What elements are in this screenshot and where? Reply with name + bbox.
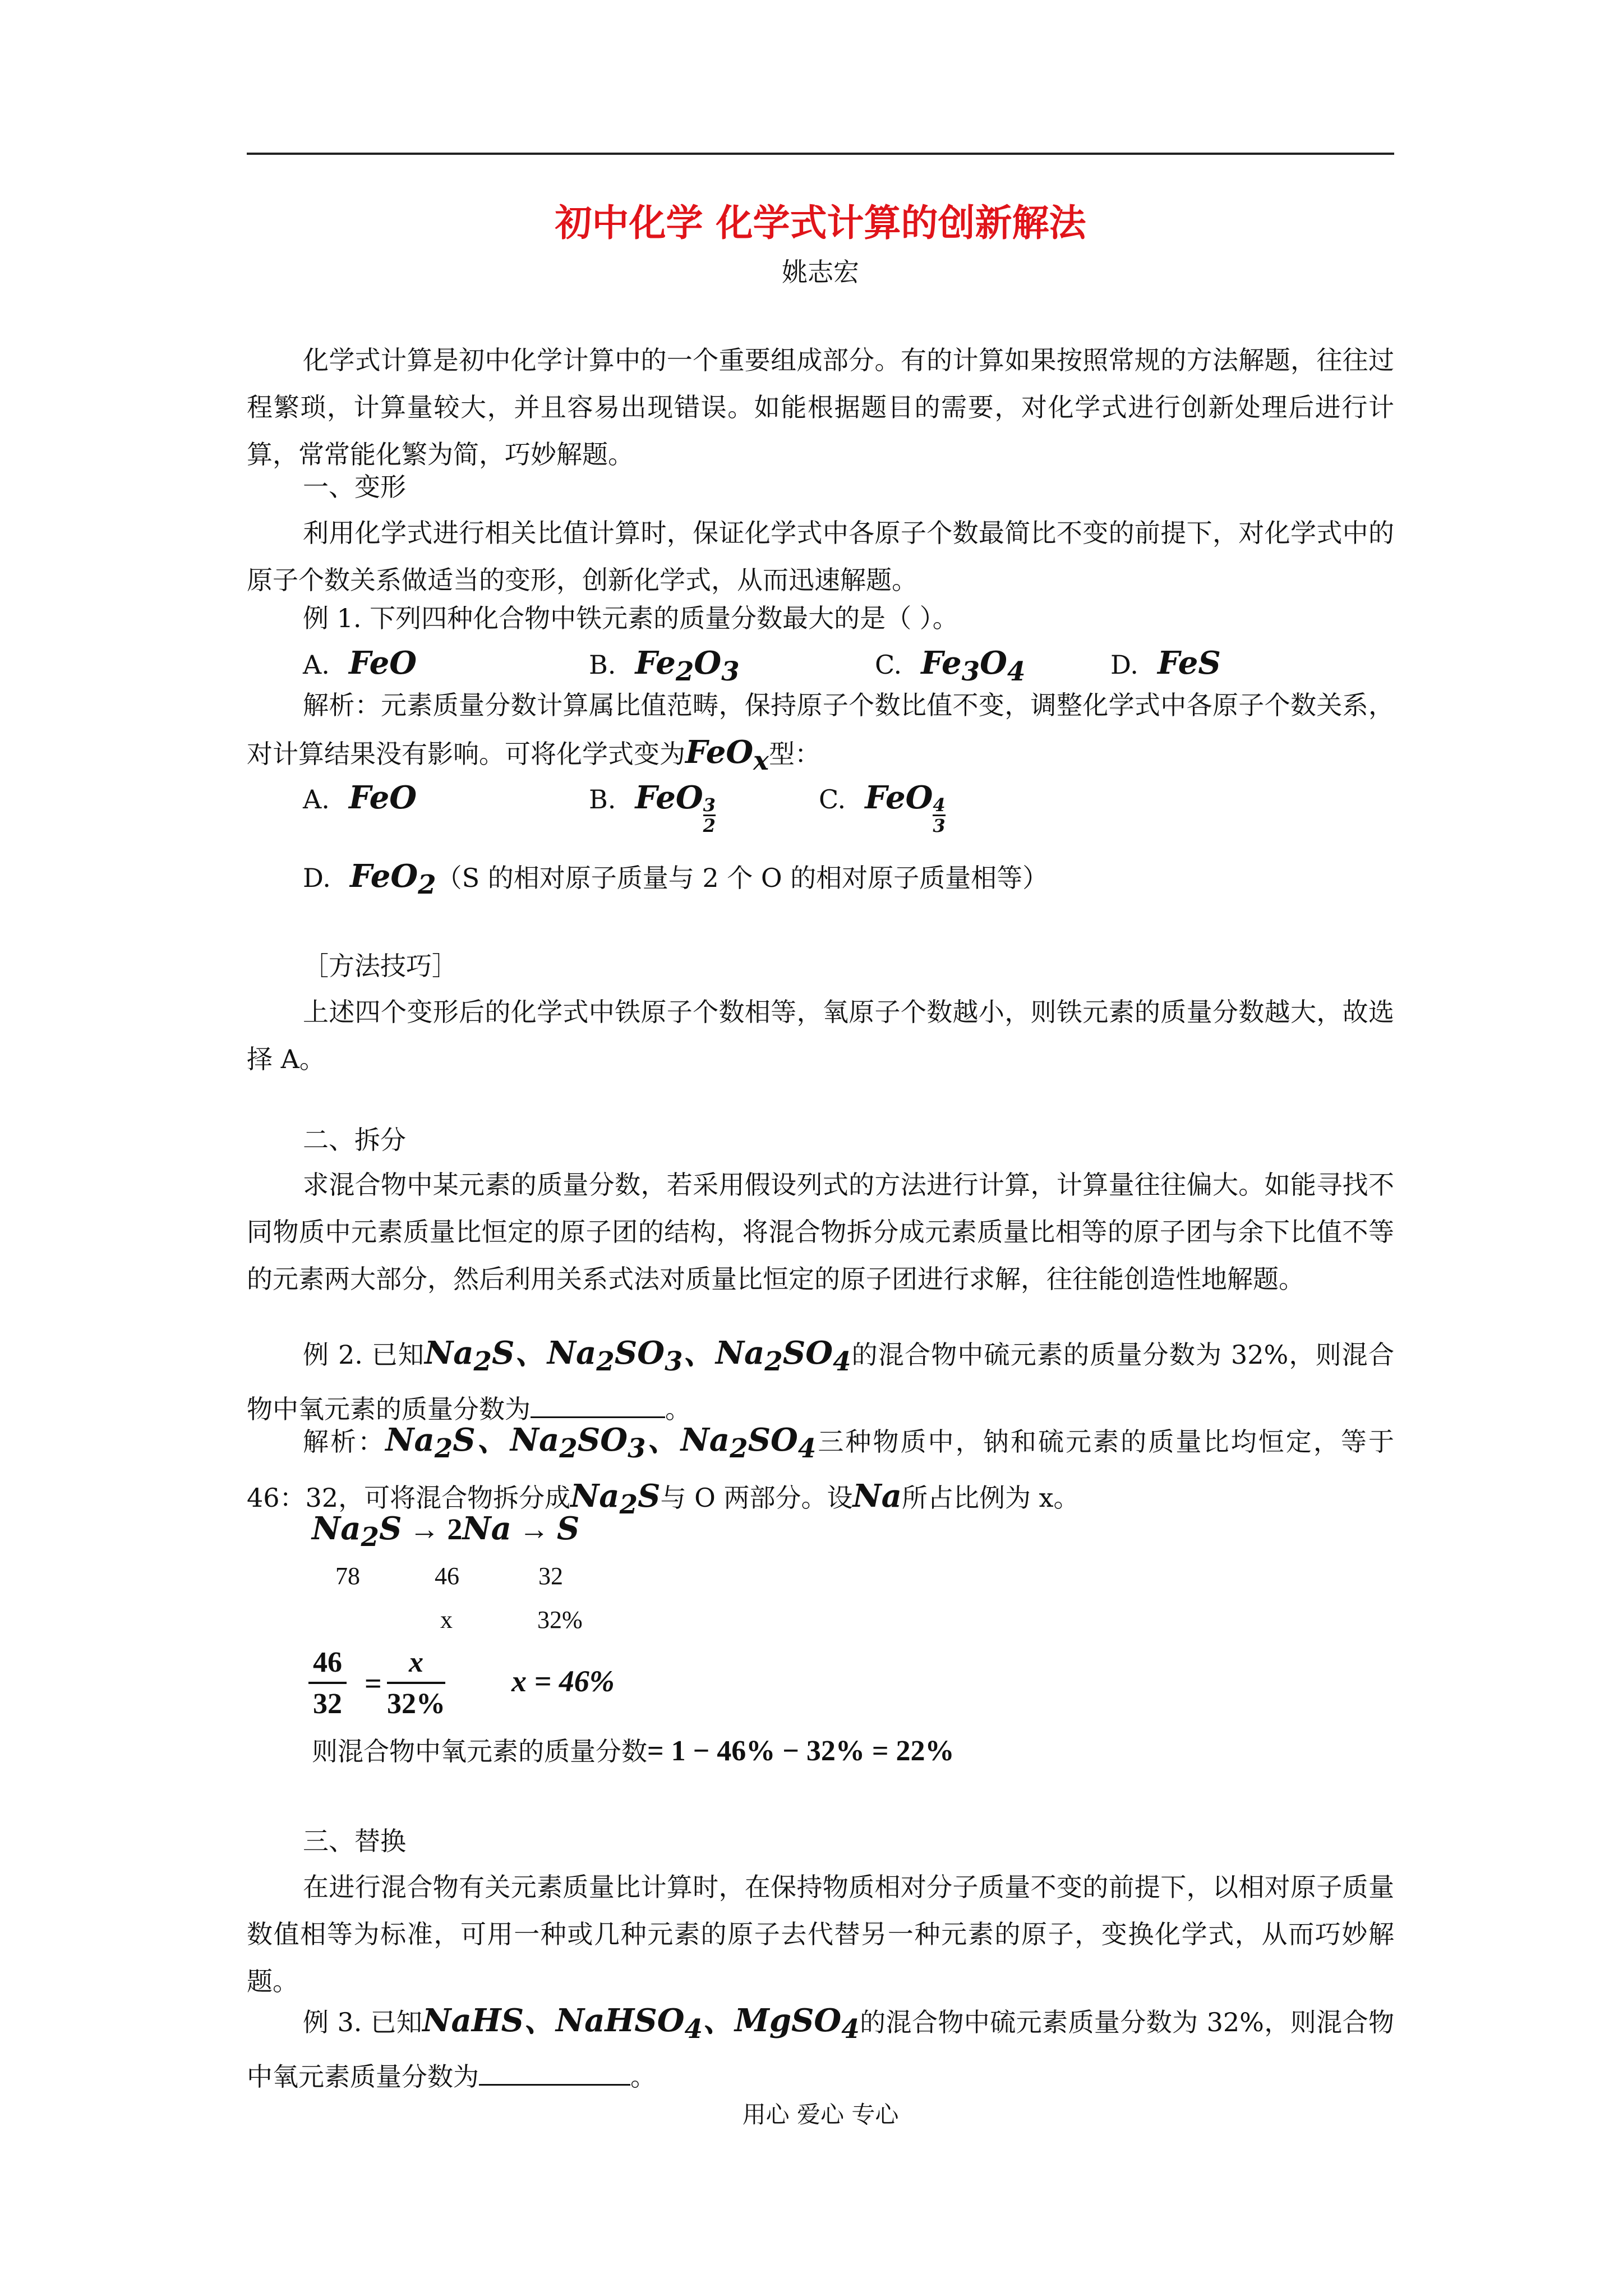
option-d-note: （S 的相对原子质量与 2 个 O 的相对原子质量相等）: [436, 863, 1049, 893]
formula-na2s: $Na_2S$: [570, 1478, 661, 1521]
example-3-question: [247, 1997, 1394, 2100]
formula-na2s-group-2: $Na_2S$、$Na_2SO_3$、$Na_2SO_4$: [385, 1421, 817, 1465]
section-2-heading: 二、拆分: [303, 1125, 406, 1155]
fraction-left-denominator: 32: [313, 1688, 342, 1720]
method-label: ［方法技巧］: [303, 951, 458, 981]
transformed-c-letter: C.: [819, 784, 846, 815]
analysis-1-text: 解析：元素质量分数计算属比值范畴，保持原子个数比值不变，调整化学式中各原子个数关系，对计算结果没有影响。可将化学式变为: [247, 690, 1394, 769]
option-a-letter: A.: [303, 650, 330, 680]
transformed-d-letter: D.: [303, 863, 331, 893]
formula-fes: FeS: [1146, 645, 1221, 682]
fraction-right-numerator: x: [387, 1644, 445, 1684]
formula-nahs-group: NaHS、NaHSO$_4$、MgSO$_4$: [422, 2002, 860, 2045]
example-2-prefix: 例 2. 已知: [303, 1340, 425, 1370]
result-x: x = 46%: [511, 1664, 615, 1698]
transformed-option-d: [303, 853, 1048, 909]
formula-na: Na: [852, 1478, 902, 1515]
value-32-percent: 32%: [537, 1606, 583, 1634]
final-result-text: 则混合物中氧元素的质量分数: [312, 1736, 647, 1766]
section-3-heading: 三、替换: [303, 1826, 406, 1856]
fraction-left-numerator: 46: [308, 1644, 347, 1684]
mass-32: 32: [538, 1562, 563, 1590]
transformed-option-c: [819, 774, 946, 835]
section-2-text: 求混合物中某元素的质量分数，若采用假设列式的方法进行计算，计算量往往偏大。如能寻找不同物质中元素质量比恒定的原子团的结构，将混合物拆分成元素质量比相等的原子团与余下比值不等的元素两大部分，然后利用关系式法对质量比恒定的原子团进行求解，往往能创造性地解题。: [247, 1170, 1394, 1294]
transformed-option-a: [303, 774, 417, 823]
method-text: 上述四个变形后的化学式中铁原子个数相等，氧原子个数越小，则铁元素的质量分数越大，故选择 A。: [247, 997, 1394, 1074]
page-footer: 用心 爱心 专心: [742, 2101, 899, 2128]
header-rule: [247, 153, 1394, 155]
fraction-46-32: [308, 1644, 347, 1724]
transformed-a-letter: A.: [303, 784, 330, 815]
formula-feox: FeO$_x$: [685, 734, 769, 777]
analysis-1-suffix: 型：: [768, 739, 820, 769]
formula-fe3o4: $Fe_3O_4$: [910, 645, 1026, 688]
analysis-2-text: 三种物质中，钠和硫元素的质量比均恒定，等于 46：32，可将混合物拆分成: [247, 1427, 1394, 1513]
formula-feo-transformed: FeO: [338, 779, 417, 816]
section-1-heading: 一、变形: [303, 472, 406, 502]
answer-blank-2[interactable]: [531, 1394, 665, 1418]
fraction-right-denominator: 32%: [387, 1688, 445, 1720]
example-3-end: 。: [630, 2062, 656, 2092]
fraction-x-32: [387, 1644, 445, 1724]
mass-46: 46: [435, 1562, 459, 1590]
option-a: [303, 639, 417, 688]
formula-na2s-group: $Na_2S$、$Na_2SO_3$、$Na_2SO_4$: [425, 1335, 851, 1378]
formula-fe2o3: $Fe_2O_3$: [624, 645, 740, 688]
example-1-analysis: [247, 682, 1394, 785]
value-x: x: [440, 1606, 453, 1634]
final-result-equation: = 1 − 46% − 32% = 22%: [647, 1735, 955, 1767]
equals-sign: =: [365, 1667, 382, 1700]
example-2-text: 的混合物中硫元素的质量分数为 32%，则混合物中氧元素的质量分数为: [247, 1340, 1394, 1425]
formula-feo-3-2: FeO $_{\frac{3}{2}}$: [624, 779, 716, 837]
mass-78: 78: [335, 1562, 360, 1590]
formula-feo: FeO: [338, 645, 417, 682]
option-d: [1110, 639, 1221, 688]
intro-paragraph: 化学式计算是初中化学计算中的一个重要组成部分。有的计算如果按照常规的方法解题，往往过程繁琐，计算量较大，并且容易出现错误。如能根据题目的需要，对化学式进行创新处理后进行计算，常常能化繁为简，巧妙解题。: [247, 345, 1394, 470]
section-1-text: 利用化学式进行相关比值计算时，保证化学式中各原子个数最简比不变的前提下，对化学式中的原子个数关系做适当的变形，创新化学式，从而迅速解题。: [247, 518, 1394, 595]
example-2-end: 。: [665, 1394, 691, 1425]
answer-blank-3[interactable]: [479, 2062, 630, 2086]
option-c-letter: C.: [875, 650, 902, 680]
option-d-letter: D.: [1110, 650, 1138, 680]
transformed-option-b: [589, 774, 716, 835]
relation-equation: $Na_2S \to 2Na \to S$: [312, 1510, 580, 1553]
example-1-question: 例 1. 下列四种化合物中铁元素的质量分数最大的是（ ）。: [303, 603, 958, 633]
option-b-letter: B.: [589, 650, 616, 680]
formula-feo-4-3: FeO $_{\frac{4}{3}}$: [854, 779, 946, 837]
transformed-b-letter: B.: [589, 784, 616, 815]
final-result: [312, 1728, 955, 1775]
example-3-text: 的混合物中硫元素质量分数为 32%，则混合物中氧元素质量分数为: [247, 2007, 1394, 2092]
analysis-2-suffix: 所占比例为 x。: [901, 1483, 1080, 1513]
formula-feo2: FeO$_2$: [339, 858, 436, 901]
section-3-text: 在进行混合物有关元素质量比计算时，在保持物质相对分子质量不变的前提下，以相对原子质量数值相等为标准，可用一种或几种元素的原子去代替另一种元素的原子，变换化学式，从而巧妙解题。: [247, 1872, 1394, 1996]
analysis-2-middle: 与 O 两部分。设: [660, 1483, 853, 1513]
page-title: 初中化学 化学式计算的创新解法: [555, 201, 1086, 245]
author-name: 姚志宏: [782, 257, 859, 287]
example-3-prefix: 例 3. 已知: [303, 2007, 423, 2037]
analysis-2-prefix: 解析：: [303, 1427, 386, 1457]
